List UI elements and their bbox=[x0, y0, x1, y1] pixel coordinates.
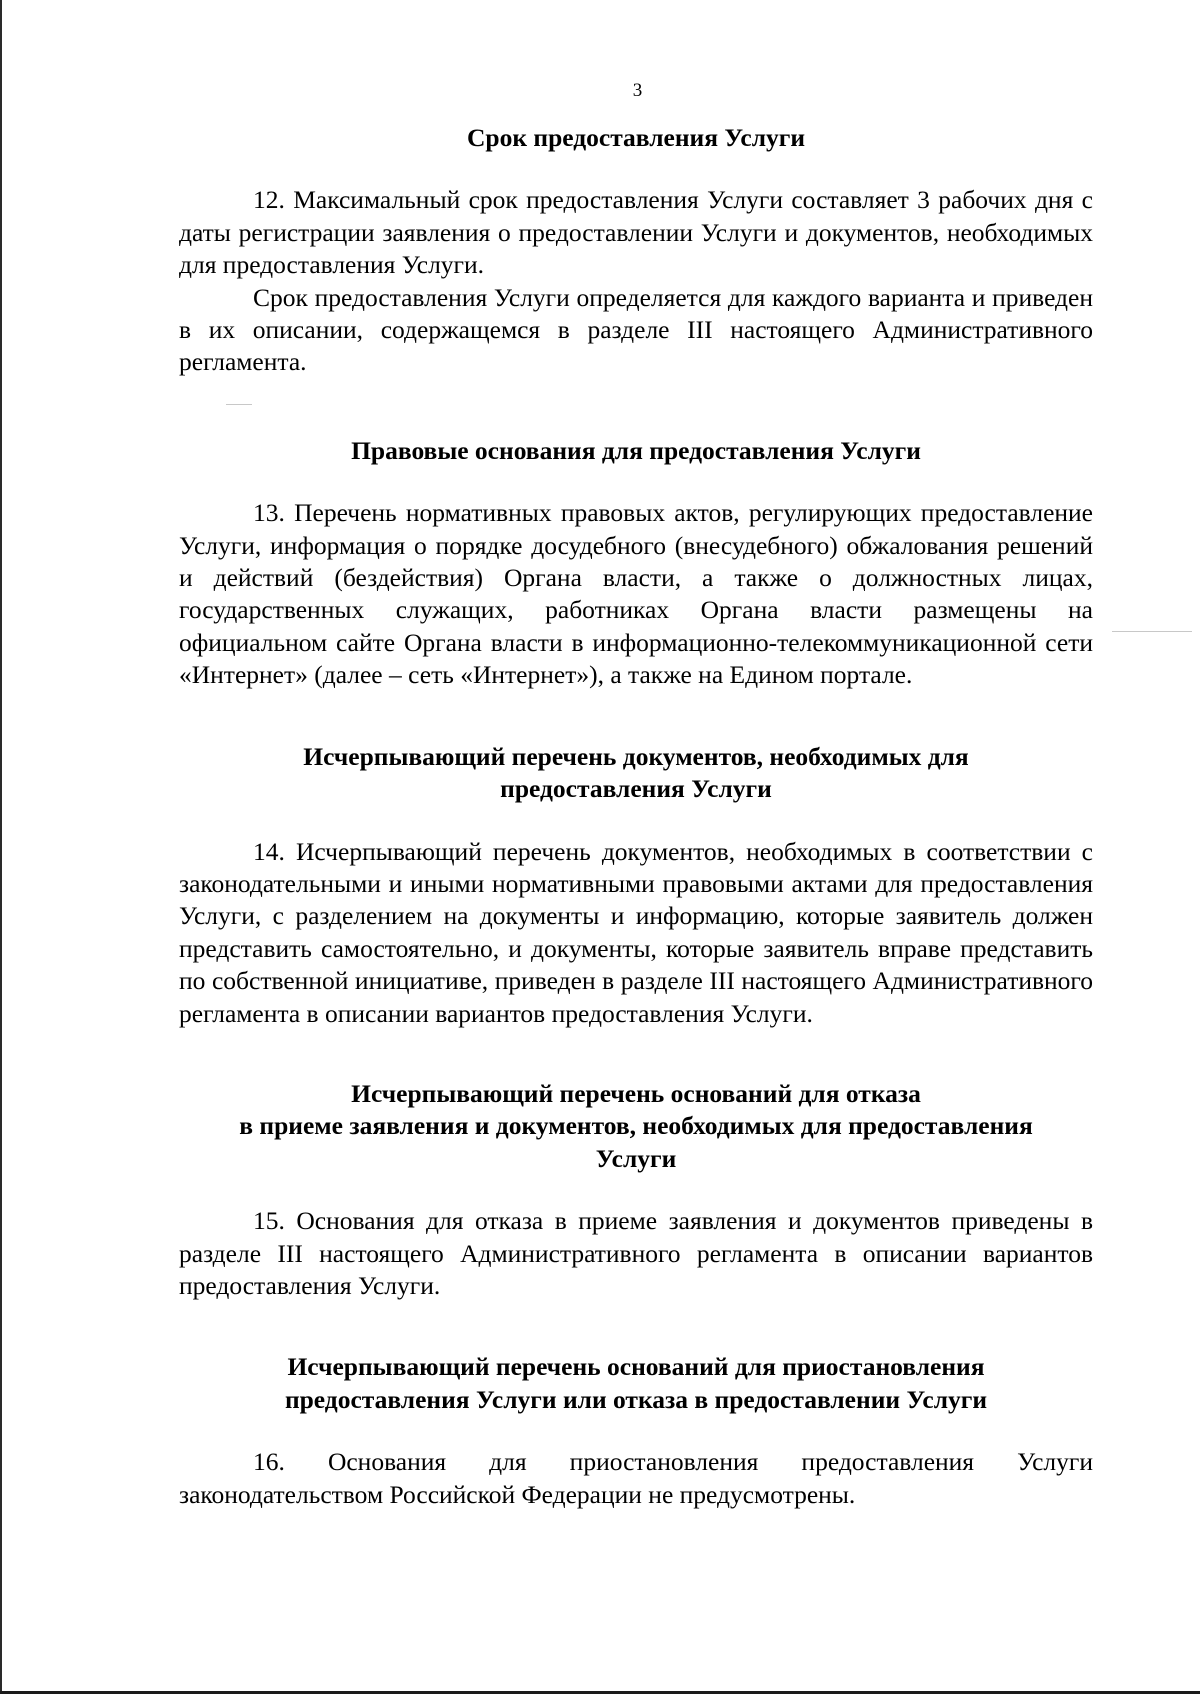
page-number: 3 bbox=[632, 80, 643, 101]
heading-line: Исчерпывающий перечень оснований для приостановления bbox=[287, 1352, 985, 1382]
paragraph-12-term-variants: Срок предоставления Услуги определяется для каждого варианта и приведен в их описании, содержащемся в разделе III настоящего Административного регламента. bbox=[179, 282, 1093, 377]
scan-speck bbox=[1112, 631, 1192, 632]
heading-line: Услуги bbox=[595, 1143, 677, 1173]
paragraph-15: 15. Основания для отказа в приеме заявления и документов приведены в разделе III настоящего Административного регламента в описании вариантов предоставления Услуги. bbox=[179, 1206, 1093, 1300]
section-heading-term: Срок предоставления Услуги bbox=[466, 123, 806, 152]
section-heading-suspension-grounds bbox=[179, 1351, 1093, 1416]
scan-left-edge bbox=[0, 0, 2, 1694]
heading-line: предоставления Услуги или отказа в предоставлении Услуги bbox=[284, 1384, 988, 1414]
paragraph-13: 13. Перечень нормативных правовых актов, регулирующих предоставление Услуги, информация о порядке досудебного (внесудебного) обжалования решений и действий (бездействия) Органа власти, а также о должностных лицах, государственных служащих, работниках Органа власти размещены на официальном сайте Органа власти в информационно-телекоммуникационной сети «Интернет» (далее – сеть «Интернет»), а также на Едином портале. bbox=[179, 498, 1093, 690]
section-heading-legal-basis: Правовые основания для предоставления Услуги bbox=[351, 435, 921, 465]
paragraph-12: 12. Максимальный срок предоставления Услуги составляет 3 рабочих дня с даты регистрации заявления о предоставлении Услуги и документов, необходимых для предоставления Услуги. bbox=[179, 185, 1093, 280]
heading-line: в приеме заявления и документов, необходимых для предоставления bbox=[239, 1111, 1033, 1141]
document-body bbox=[179, 122, 1093, 1511]
heading-line: Исчерпывающий перечень оснований для отказа bbox=[351, 1078, 921, 1108]
paragraph-14: 14. Исчерпывающий перечень документов, необходимых в соответствии с законодательными и иными нормативными правовыми актами для предоставления Услуги, с разделением на документы и информацию, которые заявитель должен представить самостоятельно, и документы, которые заявитель вправе представить по собственной инициативе, приведен в разделе III настоящего Административного регламента в описании вариантов предоставления Услуги. bbox=[179, 836, 1093, 1028]
section-heading-documents: Исчерпывающий перечень документов, необходимых для предоставления Услуги bbox=[303, 741, 969, 804]
section-heading-refusal-grounds bbox=[179, 1078, 1093, 1175]
paragraph-16: 16. Основания для приостановления предоставления Услуги законодательством Российской Федерации не предусмотрены. bbox=[179, 1447, 1093, 1509]
